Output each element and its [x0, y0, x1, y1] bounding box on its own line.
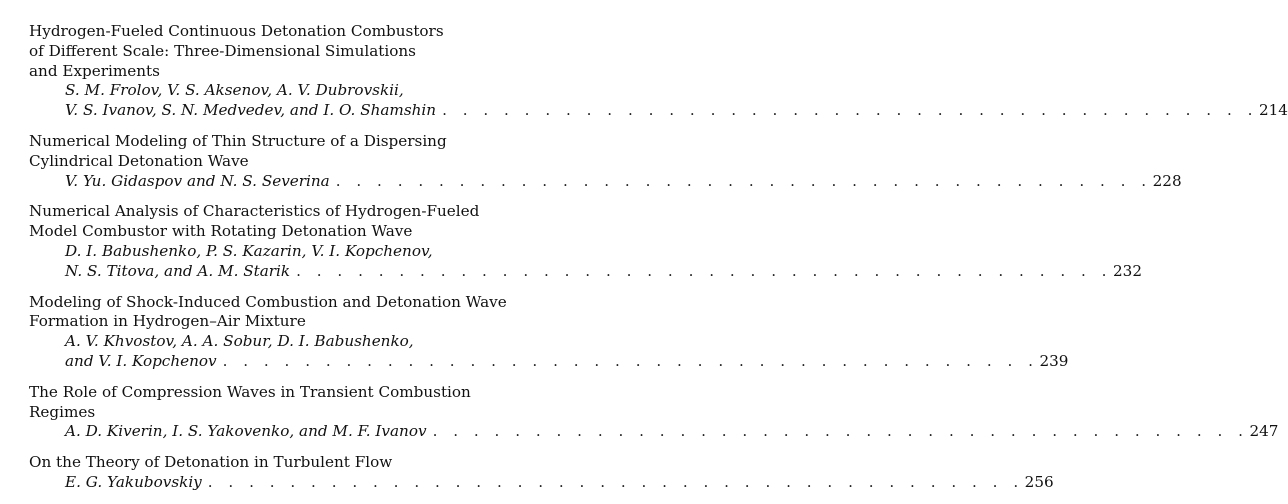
entry-title-line: On the Theory of Detonation in Turbulent Flow [29, 453, 393, 472]
entry-title-line: of Different Scale: Three-Dimensional Simulations [29, 41, 416, 60]
entry-authors: and V. I. Kopchenov [65, 351, 217, 370]
entry-title-line: Modeling of Shock-Induced Combustion and Detonation Wave [29, 292, 507, 311]
dot-leader: . . . . . . . . . . . . . . . . . . . . . . . . . . . . . . . . . . . . . . . . [222, 351, 1039, 370]
page-number: 228 [1152, 171, 1182, 190]
toc-entry[interactable] [29, 292, 1069, 372]
entry-title-line: Numerical Modeling of Thin Structure of a Dispersing [29, 131, 447, 150]
entry-authors-line [29, 171, 1182, 192]
entry-authors: A. D. Kiverin, I. S. Yakovenko, and M. F. Ivanov [65, 422, 427, 441]
page-number: 247 [1249, 422, 1279, 441]
entry-authors: S. M. Frolov, V. S. Aksenov, A. V. Dubrovskii, [65, 81, 404, 100]
entry-authors: E. G. Yakubovskiy [65, 472, 202, 491]
entry-title-line: Hydrogen-Fueled Continuous Detonation Combustors [29, 22, 444, 40]
table-of-contents [29, 22, 1288, 504]
toc-entry[interactable] [29, 453, 1054, 493]
toc-entry[interactable] [29, 22, 1288, 121]
page-number: 256 [1024, 472, 1054, 491]
entry-authors: A. V. Khvostov, A. A. Sobur, D. I. Babushenko, [65, 332, 414, 351]
dot-leader: . . . . . . . . . . . . . . . . . . . . . . . . . . . . . . . . . . . . . . . . [207, 472, 1024, 491]
entry-authors-line [29, 81, 525, 101]
toc-entry[interactable] [29, 131, 1182, 191]
dot-leader: . . . . . . . . . . . . . . . . . . . . . . . . . . . . . . . . . . . . . . . . [296, 261, 1113, 280]
dot-leader: . . . . . . . . . . . . . . . . . . . . . . . . . . . . . . . . . . . . . . . . [432, 422, 1249, 441]
entry-authors-line [29, 332, 525, 352]
entry-title-line: The Role of Compression Waves in Transient Combustion [29, 382, 471, 401]
entry-authors: N. S. Titova, and A. M. Starik [65, 261, 291, 280]
entry-authors-line [29, 242, 525, 262]
page-number: 232 [1113, 261, 1143, 280]
entry-authors-line [29, 351, 1069, 372]
dot-leader: . . . . . . . . . . . . . . . . . . . . . . . . . . . . . . . . . . . . . . . . [335, 171, 1152, 190]
entry-authors-line [29, 472, 1054, 493]
entry-authors: V. S. Ivanov, S. N. Medvedev, and I. O. Shamshin [65, 101, 437, 120]
entry-title-line: Formation in Hydrogen–Air Mixture [29, 312, 306, 331]
entry-authors-line [29, 261, 1143, 282]
entry-authors: V. Yu. Gidaspov and N. S. Severina [65, 171, 330, 190]
entry-title-line: Cylindrical Detonation Wave [29, 151, 249, 170]
entry-title-line: Regimes [29, 402, 96, 421]
entry-title-line: Numerical Analysis of Characteristics of Hydrogen-Fueled [29, 202, 480, 221]
page-number: 214 [1258, 101, 1288, 120]
entry-authors-line [29, 422, 1279, 442]
page-number: 239 [1039, 351, 1069, 370]
entry-title-line: and Experiments [29, 61, 160, 80]
entry-authors: D. I. Babushenko, P. S. Kazarin, V. I. Kopchenov, [65, 241, 433, 260]
dot-leader: . . . . . . . . . . . . . . . . . . . . . . . . . . . . . . . . . . . . . . . . [442, 101, 1258, 120]
entry-title-line: Model Combustor with Rotating Detonation Wave [29, 222, 413, 241]
toc-entry[interactable] [29, 382, 1279, 442]
toc-entry[interactable] [29, 202, 1143, 281]
entry-authors-line [29, 101, 1288, 121]
